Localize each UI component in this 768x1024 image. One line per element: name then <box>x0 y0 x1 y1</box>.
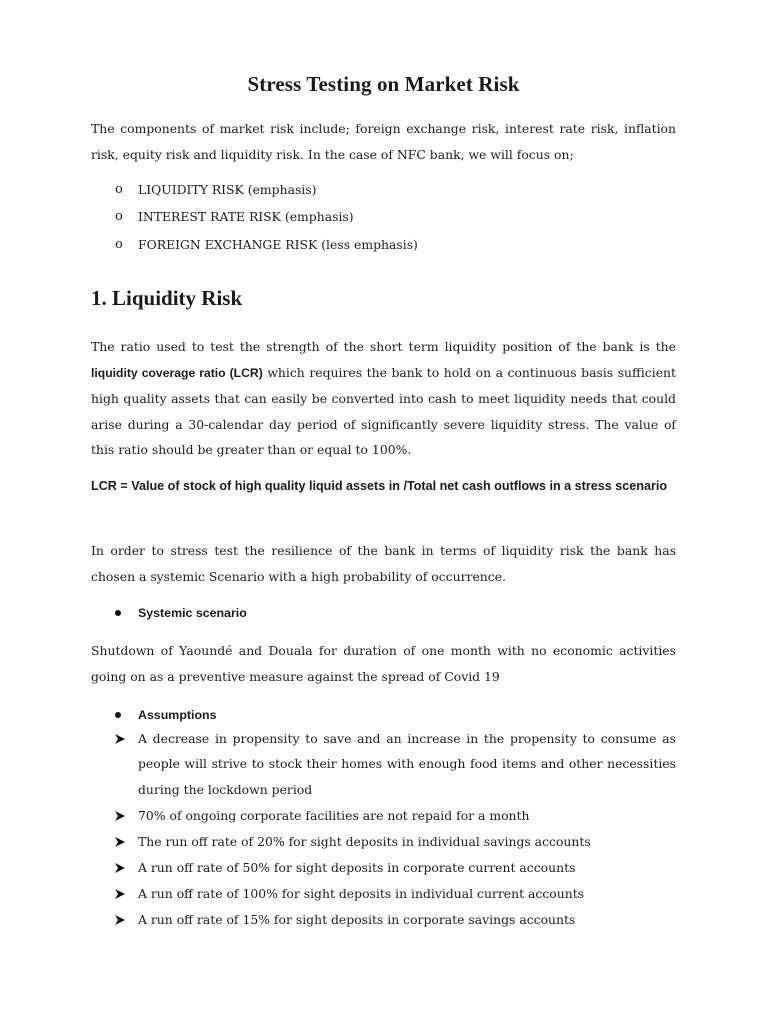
assumption-text: A decrease in propensity to save and an increase in the propensity to consume as people will strive to stock their homes with enough food items and other necessities during the lockdown period <box>138 731 676 797</box>
lcr-paragraph <box>91 334 676 463</box>
lcr-text-after: which requires the bank to hold on a continuous basis sufficient high quality assets that can easily be converted into cash to meet liquidity needs that could arise during a 30-calendar day period of significantly severe liquidity stress. The value of this ratio should be greater than or equal to 100%. <box>91 364 676 458</box>
page-title: Stress Testing on Market Risk <box>247 72 520 96</box>
scenario-paragraph: Shutdown of Yaoundé and Douala for duration of one month with no economic activities going on as a preventive measure against the spread of Covid 19 <box>91 643 676 684</box>
lcr-term: liquidity coverage ratio (LCR) <box>91 365 263 380</box>
focus-list <box>91 176 418 258</box>
list-item <box>91 203 418 230</box>
list-item <box>115 726 676 802</box>
section-heading: 1. Liquidity Risk <box>91 286 243 310</box>
assumptions-heading <box>115 704 216 726</box>
hollow-bullet-icon: o <box>115 209 123 225</box>
list-item <box>115 829 676 854</box>
focus-item-label: LIQUIDITY RISK (emphasis) <box>138 182 317 197</box>
bullet-dot-icon <box>115 712 121 718</box>
arrow-bullet-icon <box>115 811 125 821</box>
assumption-text: The run off rate of 20% for sight deposits in individual savings accounts <box>138 833 591 849</box>
assumption-text: A run off rate of 15% for sight deposits in corporate savings accounts <box>138 911 576 927</box>
list-item <box>91 176 418 203</box>
arrow-bullet-icon <box>115 734 125 744</box>
hollow-bullet-icon: o <box>115 182 123 197</box>
list-item <box>115 881 676 906</box>
bullet-dot-icon <box>115 610 121 616</box>
list-item <box>91 231 418 258</box>
assumptions-label: Assumptions <box>138 708 217 722</box>
assumption-text: A run off rate of 50% for sight deposits in corporate current accounts <box>138 859 576 875</box>
list-item <box>115 855 676 880</box>
lcr-formula: LCR = Value of stock of high quality liquid assets in /Total net cash outflows in a stress scenario <box>91 479 668 493</box>
arrow-bullet-icon <box>115 837 125 847</box>
assumptions-list <box>115 726 676 932</box>
assumption-text: A run off rate of 100% for sight deposits in individual current accounts <box>138 885 585 901</box>
hollow-bullet-icon: o <box>115 236 123 252</box>
scenario-label: Systemic scenario <box>138 606 247 620</box>
list-item <box>115 803 676 828</box>
intro-paragraph: The components of market risk include; foreign exchange risk, interest rate risk, inflation risk, equity risk and liquidity risk. In the case of NFC bank, we will focus on; <box>91 121 676 162</box>
focus-item-label: FOREIGN EXCHANGE RISK (less emphasis) <box>138 236 418 252</box>
arrow-bullet-icon <box>115 889 125 899</box>
scenario-heading <box>115 602 247 624</box>
stress-intro-paragraph: In order to stress test the resilience of the bank in terms of liquidity risk the bank has chosen a systemic Scenario with a high probability of occurrence. <box>91 543 676 584</box>
list-item <box>115 907 676 932</box>
assumption-text: 70% of ongoing corporate facilities are not repaid for a month <box>138 807 530 823</box>
arrow-bullet-icon <box>115 915 125 925</box>
arrow-bullet-icon <box>115 863 125 873</box>
lcr-text-before: The ratio used to test the strength of the short term liquidity position of the bank is the <box>91 339 676 354</box>
focus-item-label: INTEREST RATE RISK (emphasis) <box>138 209 354 225</box>
